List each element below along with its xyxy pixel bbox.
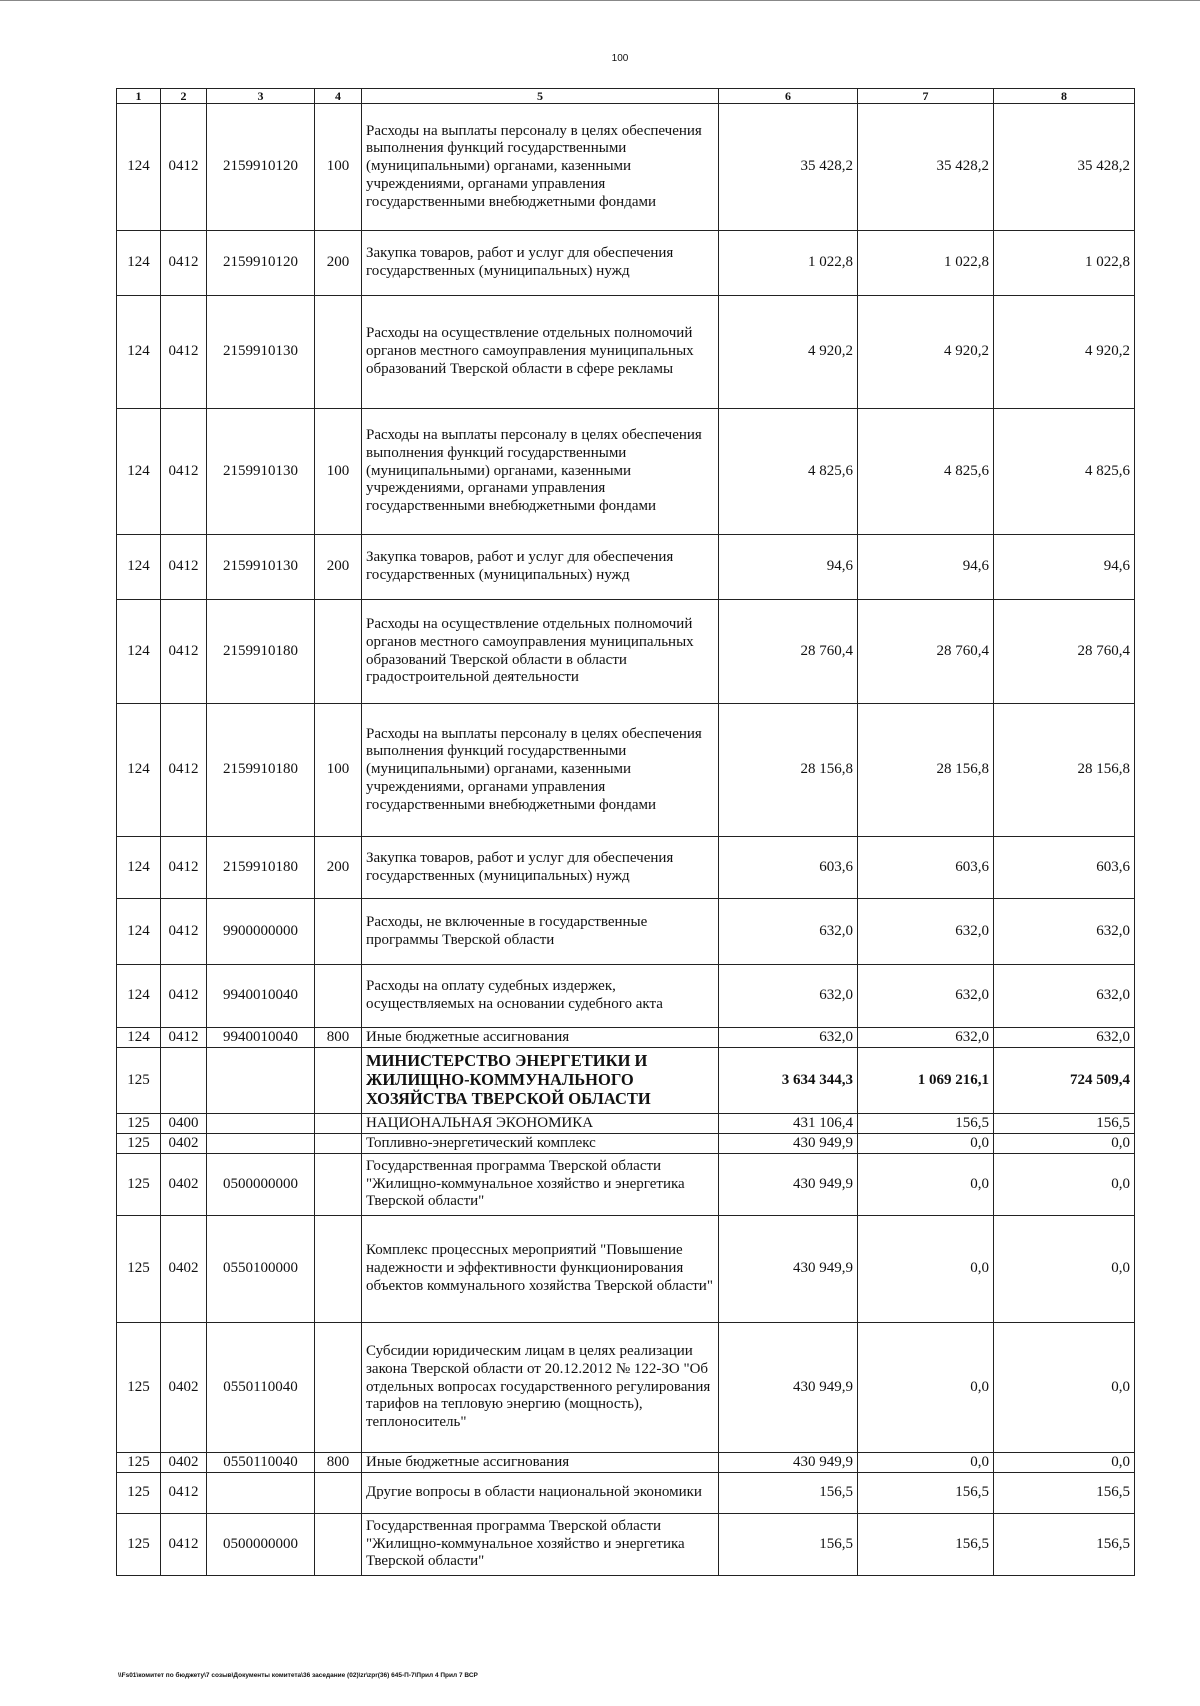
cell-amount-col7: 35 428,2 xyxy=(858,104,994,231)
cell-amount-col6: 632,0 xyxy=(719,965,858,1028)
cell-target-article: 2159910180 xyxy=(207,600,315,704)
top-edge-line xyxy=(0,0,1200,1)
cell-amount-col6: 4 920,2 xyxy=(719,296,858,409)
cell-section-code xyxy=(161,1048,207,1114)
column-header: 1 xyxy=(117,89,161,104)
cell-expense-type xyxy=(315,899,362,965)
cell-amount-col7: 28 156,8 xyxy=(858,704,994,837)
cell-admin-code: 125 xyxy=(117,1134,161,1154)
cell-target-article: 0550100000 xyxy=(207,1216,315,1323)
cell-admin-code: 124 xyxy=(117,409,161,535)
footer-file-path: \\Fs01\комитет по бюджету\7 созыв\Документы комитета\36 заседание (02)\zr\zpr(36) 645-П-7\Прил 4 Прил 7 ВСР xyxy=(118,1672,478,1679)
cell-expense-type: 100 xyxy=(315,409,362,535)
cell-amount-col6: 4 825,6 xyxy=(719,409,858,535)
cell-target-article: 0500000000 xyxy=(207,1514,315,1576)
cell-amount-col8: 0,0 xyxy=(994,1323,1135,1453)
cell-description: Закупка товаров, работ и услуг для обеспечения государственных (муниципальных) нужд xyxy=(362,535,719,600)
cell-description: НАЦИОНАЛЬНАЯ ЭКОНОМИКА xyxy=(362,1114,719,1134)
cell-amount-col8: 0,0 xyxy=(994,1216,1135,1323)
cell-amount-col6: 156,5 xyxy=(719,1473,858,1514)
cell-amount-col8: 28 156,8 xyxy=(994,704,1135,837)
cell-admin-code: 125 xyxy=(117,1514,161,1576)
cell-section-code: 0412 xyxy=(161,296,207,409)
cell-expense-type xyxy=(315,1048,362,1114)
cell-description: Субсидии юридическим лицам в целях реализации закона Тверской области от 20.12.2012 № 122-ЗО "Об отдельных вопросах государственного регулирования тарифов на тепловую энергию (мощность), теплоноситель" xyxy=(362,1323,719,1453)
cell-section-code: 0400 xyxy=(161,1114,207,1134)
cell-description: Расходы на осуществление отдельных полномочий органов местного самоуправления муниципальных образований Тверской области в области градостроительной деятельности xyxy=(362,600,719,704)
table-row xyxy=(117,1114,1135,1134)
cell-description: Топливно-энергетический комплекс xyxy=(362,1134,719,1154)
table-row xyxy=(117,704,1135,837)
page-number: 100 xyxy=(611,53,629,64)
cell-target-article: 2159910130 xyxy=(207,409,315,535)
table-row xyxy=(117,1134,1135,1154)
cell-amount-col6: 430 949,9 xyxy=(719,1216,858,1323)
cell-description: Расходы на оплату судебных издержек, осуществляемых на основании судебного акта xyxy=(362,965,719,1028)
cell-amount-col7: 156,5 xyxy=(858,1114,994,1134)
cell-admin-code: 125 xyxy=(117,1114,161,1134)
cell-admin-code: 124 xyxy=(117,535,161,600)
table-row xyxy=(117,899,1135,965)
cell-description: Расходы на выплаты персоналу в целях обеспечения выполнения функций государственными (муниципальными) органами, казенными учреждениями, органами управления государственными внебюджетными фондами xyxy=(362,704,719,837)
cell-expense-type xyxy=(315,1514,362,1576)
cell-expense-type: 800 xyxy=(315,1453,362,1473)
cell-amount-col6: 430 949,9 xyxy=(719,1154,858,1216)
cell-admin-code: 125 xyxy=(117,1453,161,1473)
cell-description: Иные бюджетные ассигнования xyxy=(362,1453,719,1473)
table-row xyxy=(117,1453,1135,1473)
cell-amount-col8: 35 428,2 xyxy=(994,104,1135,231)
cell-admin-code: 124 xyxy=(117,231,161,296)
cell-admin-code: 125 xyxy=(117,1473,161,1514)
column-header: 7 xyxy=(858,89,994,104)
cell-amount-col6: 431 106,4 xyxy=(719,1114,858,1134)
cell-target-article: 2159910180 xyxy=(207,837,315,899)
column-header: 4 xyxy=(315,89,362,104)
cell-description: Другие вопросы в области национальной экономики xyxy=(362,1473,719,1514)
cell-expense-type: 200 xyxy=(315,535,362,600)
cell-amount-col7: 0,0 xyxy=(858,1453,994,1473)
cell-admin-code: 124 xyxy=(117,600,161,704)
cell-section-code: 0402 xyxy=(161,1323,207,1453)
table-row xyxy=(117,837,1135,899)
cell-amount-col7: 0,0 xyxy=(858,1323,994,1453)
cell-expense-type xyxy=(315,1216,362,1323)
cell-section-code: 0412 xyxy=(161,1473,207,1514)
cell-section-code: 0412 xyxy=(161,600,207,704)
cell-section-code: 0412 xyxy=(161,965,207,1028)
cell-description: МИНИСТЕРСТВО ЭНЕРГЕТИКИ И ЖИЛИЩНО-КОММУНАЛЬНОГО ХОЗЯЙСТВА ТВЕРСКОЙ ОБЛАСТИ xyxy=(362,1048,719,1114)
cell-admin-code: 124 xyxy=(117,899,161,965)
cell-description: Расходы, не включенные в государственные программы Тверской области xyxy=(362,899,719,965)
table-row xyxy=(117,965,1135,1028)
cell-target-article xyxy=(207,1048,315,1114)
cell-section-code: 0412 xyxy=(161,899,207,965)
column-header: 2 xyxy=(161,89,207,104)
cell-expense-type: 800 xyxy=(315,1028,362,1048)
cell-amount-col8: 0,0 xyxy=(994,1154,1135,1216)
cell-target-article: 9900000000 xyxy=(207,899,315,965)
cell-amount-col8: 0,0 xyxy=(994,1134,1135,1154)
cell-expense-type xyxy=(315,600,362,704)
cell-admin-code: 125 xyxy=(117,1048,161,1114)
cell-target-article: 2159910130 xyxy=(207,535,315,600)
cell-amount-col8: 0,0 xyxy=(994,1453,1135,1473)
cell-amount-col6: 28 156,8 xyxy=(719,704,858,837)
cell-amount-col7: 4 825,6 xyxy=(858,409,994,535)
cell-section-code: 0412 xyxy=(161,1514,207,1576)
cell-amount-col8: 632,0 xyxy=(994,899,1135,965)
cell-amount-col7: 156,5 xyxy=(858,1473,994,1514)
cell-amount-col6: 430 949,9 xyxy=(719,1323,858,1453)
cell-amount-col7: 632,0 xyxy=(858,1028,994,1048)
cell-amount-col6: 430 949,9 xyxy=(719,1134,858,1154)
cell-description: Расходы на осуществление отдельных полномочий органов местного самоуправления муниципальных образований Тверской области в сфере рекламы xyxy=(362,296,719,409)
cell-expense-type: 100 xyxy=(315,704,362,837)
cell-expense-type xyxy=(315,1114,362,1134)
cell-description: Комплекс процессных мероприятий "Повышение надежности и эффективности функционирования объектов коммунального хозяйства Тверской области" xyxy=(362,1216,719,1323)
cell-target-article: 0550110040 xyxy=(207,1453,315,1473)
cell-target-article: 9940010040 xyxy=(207,1028,315,1048)
cell-amount-col7: 94,6 xyxy=(858,535,994,600)
cell-expense-type xyxy=(315,1154,362,1216)
cell-admin-code: 125 xyxy=(117,1154,161,1216)
cell-admin-code: 124 xyxy=(117,965,161,1028)
cell-admin-code: 124 xyxy=(117,704,161,837)
column-header: 5 xyxy=(362,89,719,104)
cell-admin-code: 124 xyxy=(117,296,161,409)
table-row xyxy=(117,1514,1135,1576)
cell-target-article: 0500000000 xyxy=(207,1154,315,1216)
cell-target-article: 0550110040 xyxy=(207,1323,315,1453)
cell-section-code: 0412 xyxy=(161,231,207,296)
cell-admin-code: 124 xyxy=(117,104,161,231)
cell-admin-code: 124 xyxy=(117,837,161,899)
table-row xyxy=(117,600,1135,704)
cell-amount-col7: 28 760,4 xyxy=(858,600,994,704)
cell-amount-col8: 156,5 xyxy=(994,1473,1135,1514)
cell-amount-col8: 28 760,4 xyxy=(994,600,1135,704)
table-row xyxy=(117,231,1135,296)
table-row xyxy=(117,1216,1135,1323)
table-row xyxy=(117,1154,1135,1216)
cell-amount-col8: 1 022,8 xyxy=(994,231,1135,296)
cell-amount-col7: 1 069 216,1 xyxy=(858,1048,994,1114)
cell-expense-type: 200 xyxy=(315,231,362,296)
cell-expense-type: 200 xyxy=(315,837,362,899)
cell-admin-code: 125 xyxy=(117,1323,161,1453)
cell-target-article: 2159910180 xyxy=(207,704,315,837)
cell-expense-type xyxy=(315,1323,362,1453)
table-body xyxy=(117,89,1135,1576)
cell-amount-col7: 1 022,8 xyxy=(858,231,994,296)
cell-amount-col7: 603,6 xyxy=(858,837,994,899)
cell-amount-col8: 632,0 xyxy=(994,1028,1135,1048)
cell-section-code: 0412 xyxy=(161,1028,207,1048)
table-row xyxy=(117,1028,1135,1048)
cell-amount-col6: 603,6 xyxy=(719,837,858,899)
cell-description: Иные бюджетные ассигнования xyxy=(362,1028,719,1048)
cell-target-article: 2159910120 xyxy=(207,231,315,296)
column-header: 3 xyxy=(207,89,315,104)
cell-section-code: 0412 xyxy=(161,535,207,600)
cell-amount-col8: 156,5 xyxy=(994,1114,1135,1134)
cell-description: Государственная программа Тверской области "Жилищно-коммунальное хозяйство и энергетика Тверской области" xyxy=(362,1514,719,1576)
column-header: 6 xyxy=(719,89,858,104)
cell-target-article xyxy=(207,1114,315,1134)
cell-amount-col7: 0,0 xyxy=(858,1134,994,1154)
cell-expense-type: 100 xyxy=(315,104,362,231)
cell-amount-col7: 0,0 xyxy=(858,1216,994,1323)
cell-admin-code: 124 xyxy=(117,1028,161,1048)
table-row xyxy=(117,535,1135,600)
cell-description: Закупка товаров, работ и услуг для обеспечения государственных (муниципальных) нужд xyxy=(362,231,719,296)
column-header: 8 xyxy=(994,89,1135,104)
cell-amount-col8: 156,5 xyxy=(994,1514,1135,1576)
cell-amount-col6: 156,5 xyxy=(719,1514,858,1576)
budget-table xyxy=(116,88,1135,1576)
cell-section-code: 0402 xyxy=(161,1453,207,1473)
cell-description: Закупка товаров, работ и услуг для обеспечения государственных (муниципальных) нужд xyxy=(362,837,719,899)
cell-amount-col6: 632,0 xyxy=(719,1028,858,1048)
table-row xyxy=(117,296,1135,409)
cell-description: Государственная программа Тверской области "Жилищно-коммунальное хозяйство и энергетика Тверской области" xyxy=(362,1154,719,1216)
cell-admin-code: 125 xyxy=(117,1216,161,1323)
table-row xyxy=(117,409,1135,535)
cell-amount-col8: 603,6 xyxy=(994,837,1135,899)
cell-amount-col8: 4 825,6 xyxy=(994,409,1135,535)
table-row xyxy=(117,1473,1135,1514)
table-row xyxy=(117,104,1135,231)
cell-amount-col7: 4 920,2 xyxy=(858,296,994,409)
cell-amount-col8: 94,6 xyxy=(994,535,1135,600)
cell-amount-col7: 632,0 xyxy=(858,899,994,965)
cell-description: Расходы на выплаты персоналу в целях обеспечения выполнения функций государственными (муниципальными) органами, казенными учреждениями, органами управления государственными внебюджетными фондами xyxy=(362,104,719,231)
cell-amount-col6: 1 022,8 xyxy=(719,231,858,296)
cell-expense-type xyxy=(315,965,362,1028)
cell-section-code: 0412 xyxy=(161,837,207,899)
cell-amount-col6: 632,0 xyxy=(719,899,858,965)
cell-amount-col8: 4 920,2 xyxy=(994,296,1135,409)
table-header-row xyxy=(117,89,1135,104)
cell-amount-col7: 0,0 xyxy=(858,1154,994,1216)
cell-section-code: 0402 xyxy=(161,1134,207,1154)
cell-amount-col8: 632,0 xyxy=(994,965,1135,1028)
cell-target-article: 9940010040 xyxy=(207,965,315,1028)
cell-target-article: 2159910130 xyxy=(207,296,315,409)
cell-target-article xyxy=(207,1134,315,1154)
cell-amount-col7: 632,0 xyxy=(858,965,994,1028)
cell-expense-type xyxy=(315,1473,362,1514)
cell-section-code: 0402 xyxy=(161,1154,207,1216)
cell-amount-col6: 35 428,2 xyxy=(719,104,858,231)
cell-amount-col6: 430 949,9 xyxy=(719,1453,858,1473)
table-row xyxy=(117,1048,1135,1114)
cell-target-article xyxy=(207,1473,315,1514)
cell-expense-type xyxy=(315,1134,362,1154)
table-row xyxy=(117,1323,1135,1453)
cell-amount-col8: 724 509,4 xyxy=(994,1048,1135,1114)
cell-amount-col6: 28 760,4 xyxy=(719,600,858,704)
cell-description: Расходы на выплаты персоналу в целях обеспечения выполнения функций государственными (муниципальными) органами, казенными учреждениями, органами управления государственными внебюджетными фондами xyxy=(362,409,719,535)
cell-target-article: 2159910120 xyxy=(207,104,315,231)
cell-section-code: 0402 xyxy=(161,1216,207,1323)
cell-amount-col6: 3 634 344,3 xyxy=(719,1048,858,1114)
cell-amount-col6: 94,6 xyxy=(719,535,858,600)
cell-section-code: 0412 xyxy=(161,704,207,837)
cell-section-code: 0412 xyxy=(161,409,207,535)
cell-section-code: 0412 xyxy=(161,104,207,231)
cell-expense-type xyxy=(315,296,362,409)
cell-amount-col7: 156,5 xyxy=(858,1514,994,1576)
